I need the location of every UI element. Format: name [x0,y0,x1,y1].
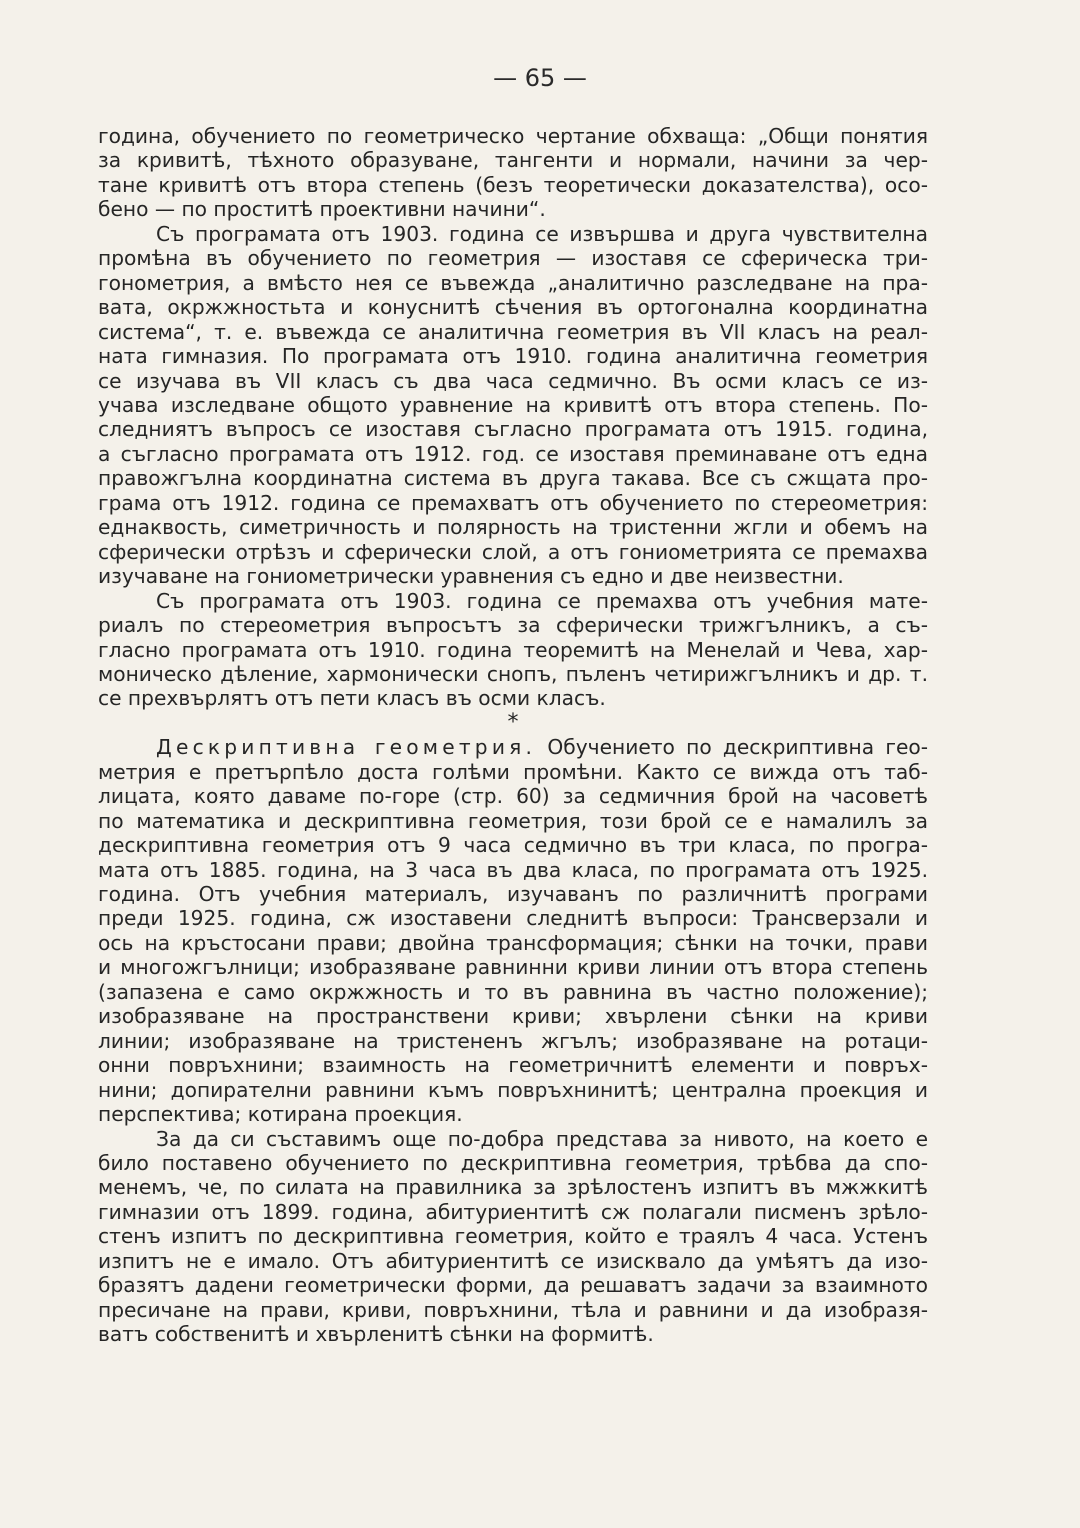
text-line: нини; допирателни равнини къмъ повръхнинитѣ; централна проекция и [98,1077,928,1102]
text-line: а съгласно програмата отъ 1912. год. се изоставя преминаване отъ една [98,441,928,466]
text-line: ната гимназия. По програмата отъ 1910. година аналитична геометрия [98,344,928,369]
text-line: промѣна въ обучението по геометрия — изоставя се сферическа три- [98,246,928,271]
text-line: бено — по проститѣ проективни начини“. [98,197,546,222]
text-line: по математика и дескриптивна геометрия, този брой се е намалилъ за [98,808,928,833]
text-line: тане кривитѣ отъ втора степень (безъ теоретически доказателства), осо- [98,172,928,197]
text-line: мата отъ 1885. година, на 3 часа въ два класа, по програмата отъ 1925. [98,857,928,882]
paragraph-5 [98,1127,928,1347]
text-line: се прехвърлятъ отъ пети класъ въ осми класъ. [98,686,606,711]
text-line: преди 1925. година, сж изоставени следнитѣ въпроси: Трансверзали и [98,906,928,931]
text-line: следниятъ въпросъ се изоставя съгласно програмата отъ 1915. година, [98,417,928,442]
text-line: изобразяване на пространствени криви; хвърлени сѣнки на криви [98,1004,928,1029]
paragraph-2 [98,222,928,589]
section-heading: Дескриптивна геометрия. [156,735,537,760]
text-line: година. Отъ учебния материалъ, изучаванъ по различнитѣ програми [98,882,928,907]
text-line: перспектива; котирана проекция. [98,1102,463,1127]
text-line: било поставено обучението по дескриптивна геометрия, трѣбва да спо- [98,1151,928,1176]
text-line: риалъ по стереометрия въпросътъ за сферически трижгълникъ, а съ- [98,613,928,638]
paragraph-descriptive-geometry [98,735,928,1126]
text-line: стенъ изпитъ по дескриптивна геометрия, който е траялъ 4 часа. Устенъ [98,1224,928,1249]
text-line: учава изследване общото уравнение на кривитѣ отъ втора степень. По- [98,392,928,417]
text-line: онни повръхнини; взаимность на геометричнитѣ елементи и повръх- [98,1053,928,1078]
text-line: изпитъ не е имало. Отъ абитуриентитѣ се изисквало да умѣятъ да изо- [98,1248,928,1273]
section-separator: * [507,709,519,735]
text-line: лицата, която даваме по-горе (стр. 60) за седмичния брой на часоветѣ [98,784,928,809]
text-line: сферически отрѣзъ и сферически слой, а отъ гониометрията се премахва [98,539,928,564]
text-line: бразятъ дадени геометрически форми, да решаватъ задачи за взаимното [98,1273,928,1298]
text-line: гласно програмата отъ 1910. година теоремитѣ на Менелай и Чева, хар- [98,637,928,662]
text-line: дескриптивна геометрия отъ 9 часа седмично въ три класа, по програ- [98,833,928,858]
text-line: се изучава въ VII класъ съ два часа седмично. Въ осми класъ се из- [98,368,928,393]
text-line: За да си съставимъ още по-добра представа за нивото, на което е [156,1126,928,1151]
paragraph-1 [98,124,928,222]
text-line: правожгълна координатна система въ друга такава. Все съ сжщата про- [98,466,928,491]
text-line: моническо дѣление, хармонически снопъ, пъленъ четирижгълникъ и др. т. [98,661,928,686]
paragraph-3 [98,589,928,711]
text-line: година, обучението по геометрическо чертание обхваща: „Общи понятия [98,124,928,148]
text-line: менемъ, че, по силата на правилника за зрѣлостенъ изпитъ въ мжжкитѣ [98,1175,928,1200]
text-line: система“, т. е. въвежда се аналитична геометрия въ VII класъ на реал- [98,319,928,344]
text-line: вата, окржжностьта и конуснитѣ сѣчения въ ортогонална координатна [98,295,928,320]
text-line: (запазена е само окржжность и то въ равнина въ частно положение); [98,979,928,1004]
text-line: изучаване на гониометрически уравнения съ едно и две неизвестни. [98,564,844,589]
text-line: линии; изобразяване на тристененъ жгълъ; изобразяване на ротаци- [98,1028,928,1053]
text-line: Съ програмата отъ 1903. година се извършва и друга чувствителна [156,221,928,246]
text-fragment: Обучението по дескриптивна гео- [536,735,928,760]
text-line [98,735,928,759]
text-line: пресичане на прави, криви, повръхнини, тѣла и равнини и да изобразя- [98,1297,928,1322]
text-line: за кривитѣ, тѣхното образуване, тангенти и нормали, начини за чер- [98,148,928,173]
text-line: гонометрия, а вмѣсто нея се въвежда „аналитично разследване на пра- [98,270,928,295]
body-text [98,124,928,1347]
page-number: — 65 — [493,64,587,92]
text-line: еднаквость, симетричность и полярность на тристенни жгли и обемъ на [98,515,928,540]
text-line: гимназии отъ 1899. година, абитуриентитѣ сж полагали писменъ зрѣло- [98,1199,928,1224]
text-line: Съ програмата отъ 1903. година се премахва отъ учебния мате- [156,588,928,613]
text-line: ось на кръстосани прави; двойна трансформация; сѣнки на точки, прави [98,930,928,955]
text-line: ватъ собственитѣ и хвърленитѣ сѣнки на формитѣ. [98,1322,654,1347]
text-line: и многожгълници; изобразяване равнинни криви линии отъ втора степень [98,955,928,980]
text-line: грама отъ 1912. година се премахватъ отъ обучението по стереометрия: [98,490,928,515]
text-line: метрия е претърпѣло доста голѣми промѣни. Както се вижда отъ таб- [98,759,928,784]
